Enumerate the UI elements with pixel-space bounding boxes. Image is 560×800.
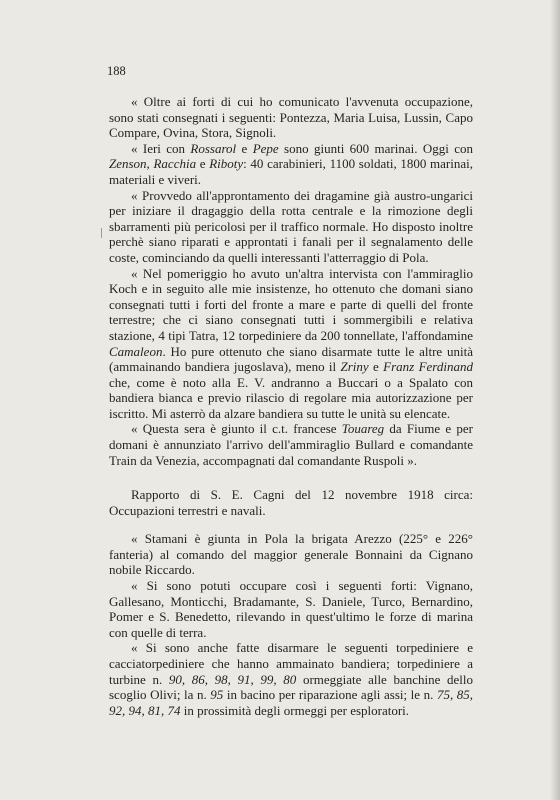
text-run: da Fiume e per domani è annunziato l'arrivo dell'ammiraglio Bullard e comandante Train da Venezia, accompagnati dal comandante Ruspoli ».: [109, 421, 473, 468]
page-number: 188: [107, 64, 126, 78]
paragraph: [109, 266, 473, 422]
text-run: . Ho pure ottenuto che siano disarmate tutte le altre unità (ammainando bandiera jugoslava), meno il: [109, 343, 473, 375]
italic-run: 75, 85, 92, 94, 81, 74: [109, 687, 474, 718]
body-text-bottom: [109, 487, 473, 718]
text-run: « Nel pomeriggio ho avuto un'altra intervista con l'ammiraglio Koch e in seguito alle mie insistenze, ho ottenuto che domani siano consegnati tutti i forti del fronte a mare e parte di quelli del fronte terrestre; che ci siano consegnati tutti i sommergibili e relativa stazione, 4 tipi Tatra, 12 torpediniere da 200 tonnellate, l'affondamine: [109, 265, 473, 343]
margin-mark: [101, 228, 102, 238]
text-run: che, come è noto alla E. V. andranno a Buccari o a Spalato con bandiera bianca e previo rilascio di regolare mia autorizzazione per iscritto. Mi asterrò da alzare bandiera su tutte le unità su elencate.: [109, 374, 473, 421]
italic-run: Pepe: [252, 140, 279, 156]
text-run: e: [196, 156, 210, 172]
body-text-top: [109, 94, 473, 468]
paragraph: [109, 141, 473, 188]
italic-run: Zriny: [340, 359, 369, 375]
italic-run: Touareg: [341, 421, 385, 437]
italic-run: Franz Ferdinand: [383, 359, 473, 375]
text-run: « Ieri con: [131, 140, 191, 156]
text-run: « Provvedo all'approntamento dei dragamine già austro-ungarici per iniziare il dragaggio della rotta centrale e la rimozione degli sbarramenti più pericolosi per il traffico normale. Ho disposto inoltre perchè siano riparati e approntati i fanali per il segnalamento delle coste, cominciando da quelli interessanti l'atterraggio di Pola.: [109, 187, 473, 265]
page-edge-shadow: [550, 0, 560, 800]
paragraph: [109, 188, 473, 266]
text-run: e: [236, 140, 253, 156]
paragraph: [109, 94, 473, 141]
paragraph: [109, 531, 473, 578]
text-run: : 40 carabinieri, 1100 soldati, 1800 marinai, materiali e viveri.: [109, 156, 473, 187]
paragraph: [109, 640, 473, 718]
text-run: e: [368, 359, 384, 375]
paragraph: [109, 421, 473, 468]
text-run: in bacino per riparazione agli assi; le n.: [223, 687, 437, 703]
text-run: in prossimità degli ormeggi per esploratori.: [180, 702, 410, 718]
text-run: « Questa sera è giunto il c.t. francese: [131, 421, 342, 437]
text-run: « Oltre ai forti di cui ho comunicato l'avvenuta occupazione, sono stati consegnati i seguenti: Pontezza, Maria Luisa, Lussin, Capo Compare, Ovina, Stora, Signoli.: [109, 94, 473, 141]
italic-run: Zenson, Racchia: [109, 156, 197, 172]
italic-run: 90, 86, 98, 91, 99, 80: [168, 671, 297, 687]
paragraph: [109, 578, 473, 640]
text-run: ormeggiate alle banchine dello scoglio Olivi; la n.: [109, 671, 474, 703]
text-run: « Si sono potuti occupare così i seguenti forti: Vignano, Gallesano, Monticchi, Bradamante, S. Daniele, Turco, Bernardino, Pomer e S. Benedetto, rilevando in quest'ultimo le forze di marina con quelle di terra.: [109, 577, 473, 640]
text-run: sono giunti 600 marinai. Oggi con: [278, 140, 473, 156]
report-heading: Rapporto di S. E. Cagni del 12 novembre 1918 circa: Occupazioni terrestri e navali.: [109, 487, 473, 518]
italic-run: Camaleon: [109, 343, 163, 359]
text-run: « Si sono anche fatte disarmare le seguenti torpediniere e cacciatorpediniere che hanno ammainato bandiera; torpediniere a turbine n.: [109, 640, 473, 687]
italic-run: Rossarol: [190, 140, 237, 156]
italic-run: 95: [210, 687, 224, 703]
italic-run: Riboty: [209, 156, 244, 172]
text-run: « Stamani è giunta in Pola la brigata Arezzo (225° e 226° fanteria) al comando del maggior generale Bonnaini da Cignano nobile Riccardo.: [109, 531, 473, 578]
